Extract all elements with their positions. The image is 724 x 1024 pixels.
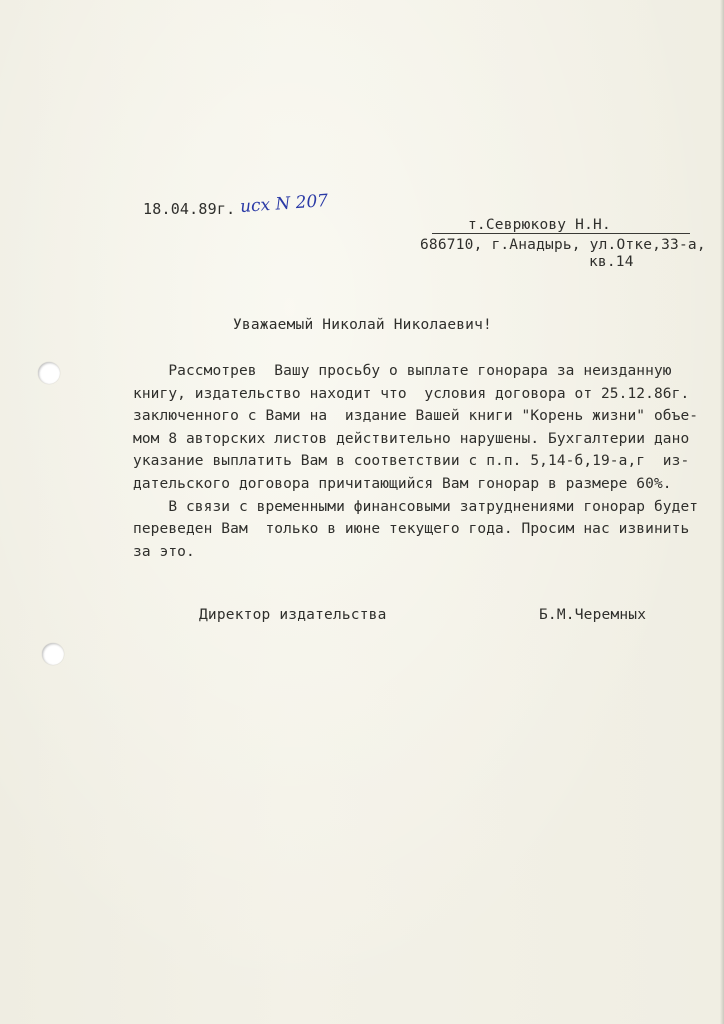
salutation: Уважаемый Николай Николаевич! <box>233 317 492 333</box>
body-line: В связи с временными финансовыми затруднениями гонорар будет <box>133 498 699 515</box>
body-line: мом 8 авторских листов действительно нарушены. Бухгалтерии дано <box>133 430 690 447</box>
letter-body <box>133 360 713 563</box>
signature-name: Б.М.Черемных <box>539 607 647 623</box>
body-line: дательского договора причитающийся Вам гонорар в размере 60%. <box>133 475 672 492</box>
page-edge-shadow <box>720 0 724 1024</box>
recipient-underline <box>432 233 690 234</box>
body-line: переведен Вам только в июне текущего года. Просим нас извинить <box>133 521 690 538</box>
body-line: книгу, издательство находит что условия договора от 25.12.86г. <box>133 385 690 402</box>
recipient-address-line-2: кв.14 <box>589 254 634 270</box>
body-line: указание выплатить Вам в соответствии с п.п. 5,14-б,19-а,г из- <box>133 453 690 470</box>
recipient-name: т.Севрюкову Н.Н. <box>468 217 611 233</box>
letter-date: 18.04.89г. <box>143 200 236 218</box>
body-line: за это. <box>133 543 195 560</box>
handwritten-outgoing-number: исх N 207 <box>239 190 329 218</box>
body-line: заключенного с Вами на издание Вашей книги "Корень жизни" объе- <box>133 408 699 425</box>
punch-hole-top <box>38 362 60 384</box>
signature-title: Директор издательства <box>199 607 387 623</box>
body-line: Рассмотрев Вашу просьбу о выплате гонорара за неизданную <box>133 363 672 379</box>
recipient-address-line-1: 686710, г.Анадырь, ул.Отке,33-а, <box>420 237 706 253</box>
punch-hole-bottom <box>42 643 64 665</box>
